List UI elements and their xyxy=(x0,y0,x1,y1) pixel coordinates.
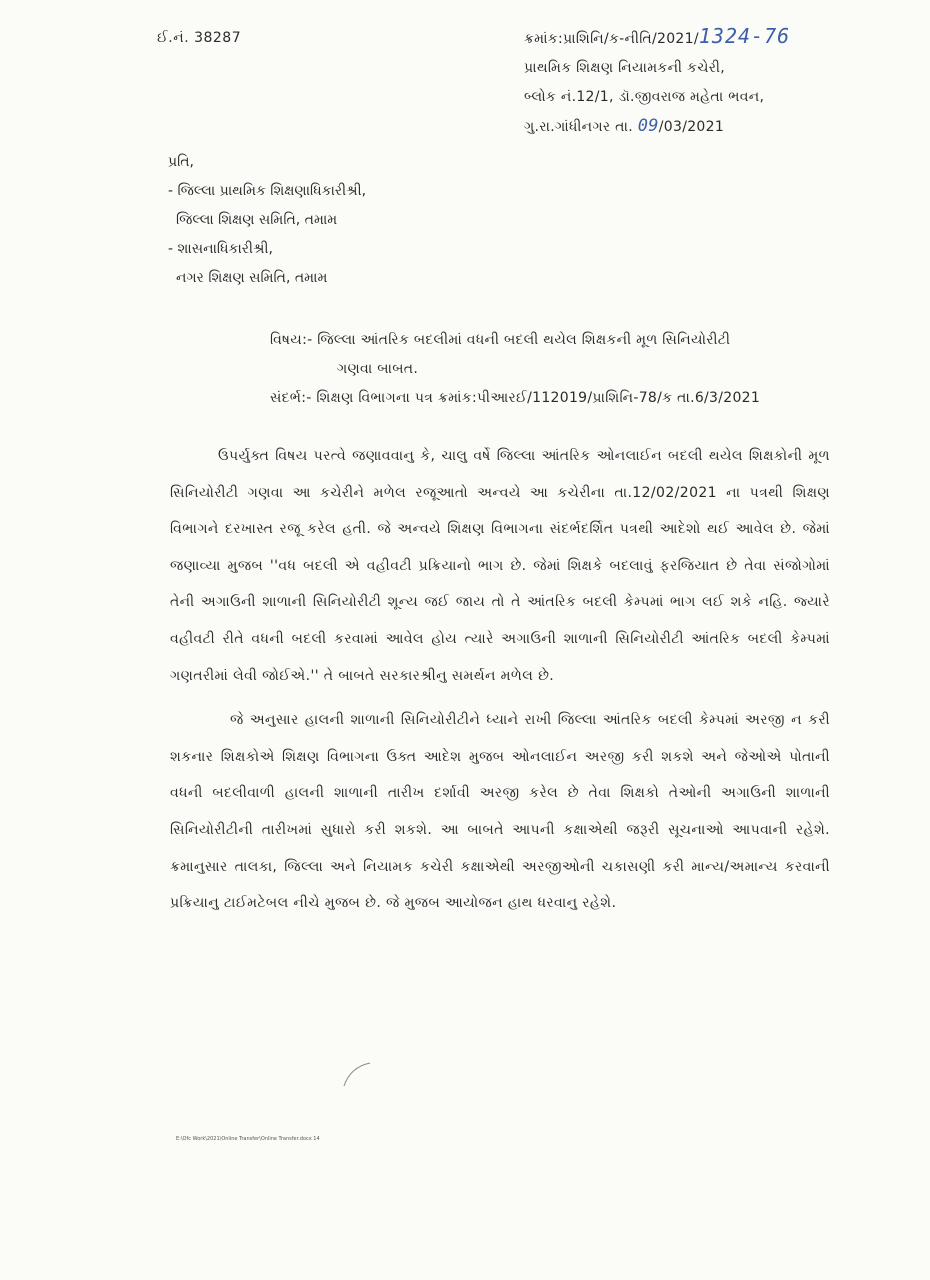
date-suffix: /03/2021 xyxy=(658,119,725,135)
letterhead xyxy=(524,22,790,142)
recipient-line: - શાસનાધિકારીશ્રી, xyxy=(168,241,273,257)
handwritten-reference: 1324-76 xyxy=(698,24,791,48)
date-prefix: ગુ.રા.ગાંધીનગર તા. xyxy=(524,119,638,135)
reference-number xyxy=(524,22,790,54)
subject-block xyxy=(270,326,840,413)
letter-date xyxy=(524,112,790,142)
office-address: બ્લોક નં.12/1, ડૉ.જીવરાજ મહેતા ભવન, xyxy=(524,89,765,105)
letter-body xyxy=(170,438,830,922)
subject-line-continued: ગણવા બાબત. xyxy=(337,361,419,377)
recipients-block xyxy=(168,148,366,293)
body-paragraph: ઉપર્યુક્ત વિષય પરત્વે જણાવવાનુ કે, ચાલુ વર્ષે જિલ્લા આંતરિક ઓનલાઈન બદલી થયેલ શિક્ષકોની મૂળ સિનિયોરીટી ગણવા આ કચેરીને મળેલ રજૂઆતો અન્વયે આ કચેરીના તા.12/02/2021 ના પત્રથી શિક્ષણ વિભાગને દરખાસ્ત રજૂ કરેલ હતી. જે અન્વયે શિક્ષણ વિભાગના સંદર્ભદર્શિત પત્રથી આદેશો થઈ આવેલ છે. જેમાં જણાવ્યા મુજબ ''વધ બદલી એ વહીવટી પ્રક્રિયાનો ભાગ છે. જેમાં શિક્ષકે બદલાવું ફરજિયાત છે તેવા સંજોગોમાં તેની અગાઉની શાળાની સિનિયોરીટી શૂન્ય જઈ જાય તો તે આંતરિક બદલી કેમ્પમાં ભાગ લઈ શકે નહિ. જ્યારે વહીવટી રીતે વધની બદલી કરવામાં આવેલ હોય ત્યારે અગાઉની શાળાની સિનિયોરીટી આંતરિક બદલી કેમ્પમાં ગણતરીમાં લેવી જોઈએ.'' તે બાબતે સરકારશ્રીનુ સમર્થન મળેલ છે. xyxy=(170,448,830,684)
file-path-footer: E:\Ofc Work\2021\Online Transfer\Online Transfer.docx 14 xyxy=(176,1136,320,1142)
handwritten-date: 09 xyxy=(637,116,659,136)
inward-number: ઈ.નં. 38287 xyxy=(157,30,242,46)
pen-stroke-mark xyxy=(340,1060,380,1090)
reference-prefix: ક્રમાંક:પ્રાશિનિ/ક-નીતિ/2021/ xyxy=(524,31,699,47)
subject-line: વિષય:- જિલ્લા આંતરિક બદલીમાં વધની બદલી થયેલ શિક્ષકની મૂળ સિનિયોરીટી xyxy=(270,332,731,348)
body-paragraph: જે અનુસાર હાલની શાળાની સિનિયોરીટીને ધ્યાને રાખી જિલ્લા આંતરિક બદલી કેમ્પમાં અરજી ન કરી શકનાર શિક્ષકોએ શિક્ષણ વિભાગના ઉક્ત આદેશ મુજબ ઓનલાઈન અરજી કરી શકશે અને જેઓએ પોતાની વધની બદલીવાળી હાલની શાળાની તારીખ દર્શાવી અરજી કરેલ છે તેવા શિક્ષકો તેઓની અગાઉની શાળાની સિનિયોરીટીની તારીખમાં સુધારો કરી શકશે. આ બાબતે આપની કક્ષાએથી જરૂરી સૂચનાઓ આપવાની રહેશે. ક્રમાનુસાર તાલકા, જિલ્લા અને નિયામક કચેરી કક્ષાએથી અરજીઓની ચકાસણી કરી માન્ય/અમાન્ય કરવાની પ્રક્રિયાનુ ટાઈમટેબલ નીચે મુજબ છે. જે મુજબ આયોજન હાથ ધરવાનુ રહેશે. xyxy=(170,712,830,912)
reference-line: સંદર્ભ:- શિક્ષણ વિભાગના પત્ર ક્રમાંક:પીઆરઈ/112019/પ્રાશિનિ-78/ક તા.6/3/2021 xyxy=(270,390,761,406)
office-name: પ્રાથમિક શિક્ષણ નિયામકની કચેરી, xyxy=(524,60,726,76)
prati-label: પ્રતિ, xyxy=(168,154,194,170)
recipient-line: - જિલ્લા પ્રાથમિક શિક્ષણાધિકારીશ્રી, xyxy=(168,183,367,199)
recipient-line: જિલ્લા શિક્ષણ સમિતિ, તમામ xyxy=(176,212,338,228)
recipient-line: નગર શિક્ષણ સમિતિ, તમામ xyxy=(176,270,328,286)
